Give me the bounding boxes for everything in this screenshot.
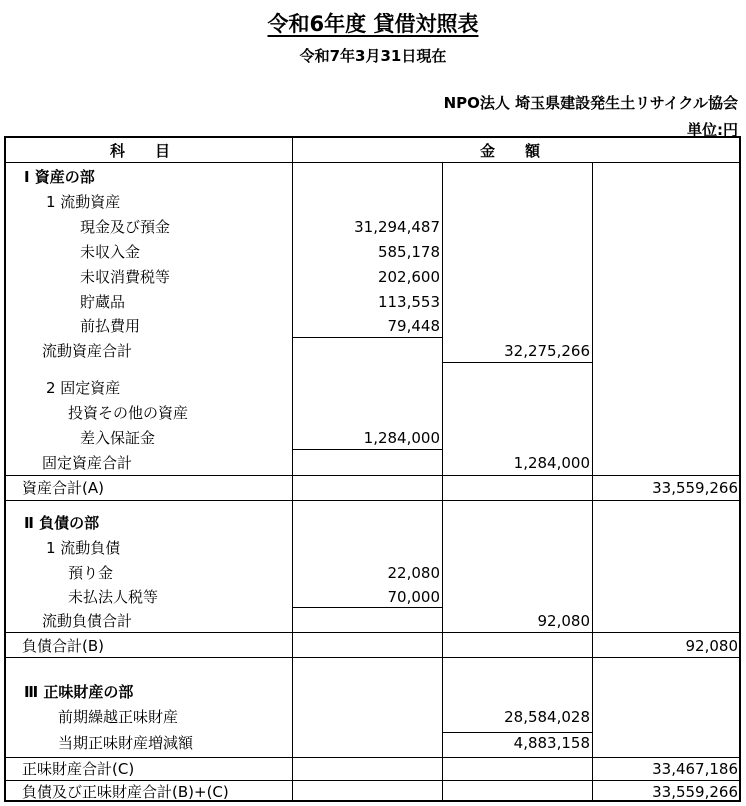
row-label: 流動負債合計	[42, 612, 133, 630]
row-label: 2 固定資産	[46, 379, 121, 397]
amount-cell: 585,178	[377, 243, 440, 261]
row-label: 資産合計(A)	[22, 479, 104, 497]
currency-unit: 単位:円	[687, 121, 738, 139]
section-label-liabilities: Ⅱ 負債の部	[24, 514, 100, 532]
row-label: 1 流動負債	[46, 539, 121, 557]
subtotal-cell: 4,883,158	[513, 734, 590, 752]
row-label: 預り金	[68, 564, 114, 582]
amount-cell: 31,294,487	[354, 218, 440, 236]
row-label: 前払費用	[80, 317, 141, 335]
row-label: 当期正味財産増減額	[58, 734, 194, 752]
row-label: 正味財産合計(C)	[22, 760, 135, 778]
row-label: 差入保証金	[80, 429, 156, 447]
document-title: 令和6年度 貸借対照表	[267, 12, 479, 36]
as-of-date: 令和7年3月31日現在	[299, 47, 447, 65]
amount-cell: 79,448	[387, 317, 440, 335]
row-label: 未払法人税等	[68, 588, 159, 606]
total-cell: 33,559,266	[652, 479, 738, 497]
amount-cell: 1,284,000	[363, 429, 440, 447]
header-subject: 科 目	[110, 142, 171, 160]
amount-cell: 113,553	[377, 293, 440, 311]
section-label-assets: Ⅰ 資産の部	[24, 168, 95, 186]
subtotal-cell: 32,275,266	[504, 342, 590, 360]
row-label: 未収消費税等	[80, 268, 171, 286]
row-label: 流動資産合計	[42, 342, 133, 360]
section-label-net-assets: Ⅲ 正味財産の部	[24, 683, 134, 701]
row-label: 負債及び正味財産合計(B)+(C)	[22, 783, 229, 801]
header-amount: 金 額	[480, 142, 541, 160]
row-label: 未収入金	[80, 243, 141, 261]
total-cell: 33,467,186	[652, 760, 738, 778]
amount-cell: 22,080	[387, 564, 440, 582]
column-divider-2	[592, 163, 593, 801]
section-separator-assets	[5, 500, 740, 501]
subtotal-cell: 28,584,028	[504, 708, 590, 726]
row-label: 現金及び預金	[80, 218, 171, 236]
row-label: 貯蔵品	[80, 293, 126, 311]
column-divider-1	[442, 163, 443, 801]
subtotal-cell: 1,284,000	[513, 454, 590, 472]
column-divider-subject	[292, 137, 293, 801]
header-separator	[5, 162, 740, 163]
organization-name: NPO法人 埼玉県建設発生土リサイクル協会	[443, 94, 738, 112]
row-label: 前期繰越正味財産	[58, 708, 179, 726]
row-label: 負債合計(B)	[22, 637, 104, 655]
amount-cell: 202,600	[377, 268, 440, 286]
row-label: 1 流動資産	[46, 193, 121, 211]
amount-cell: 70,000	[387, 588, 440, 606]
total-cell: 92,080	[685, 637, 738, 655]
total-cell: 33,559,266	[652, 783, 738, 801]
subtotal-cell: 92,080	[537, 612, 590, 630]
row-label: 固定資産合計	[42, 454, 133, 472]
row-label: 投資その他の資産	[68, 404, 189, 422]
